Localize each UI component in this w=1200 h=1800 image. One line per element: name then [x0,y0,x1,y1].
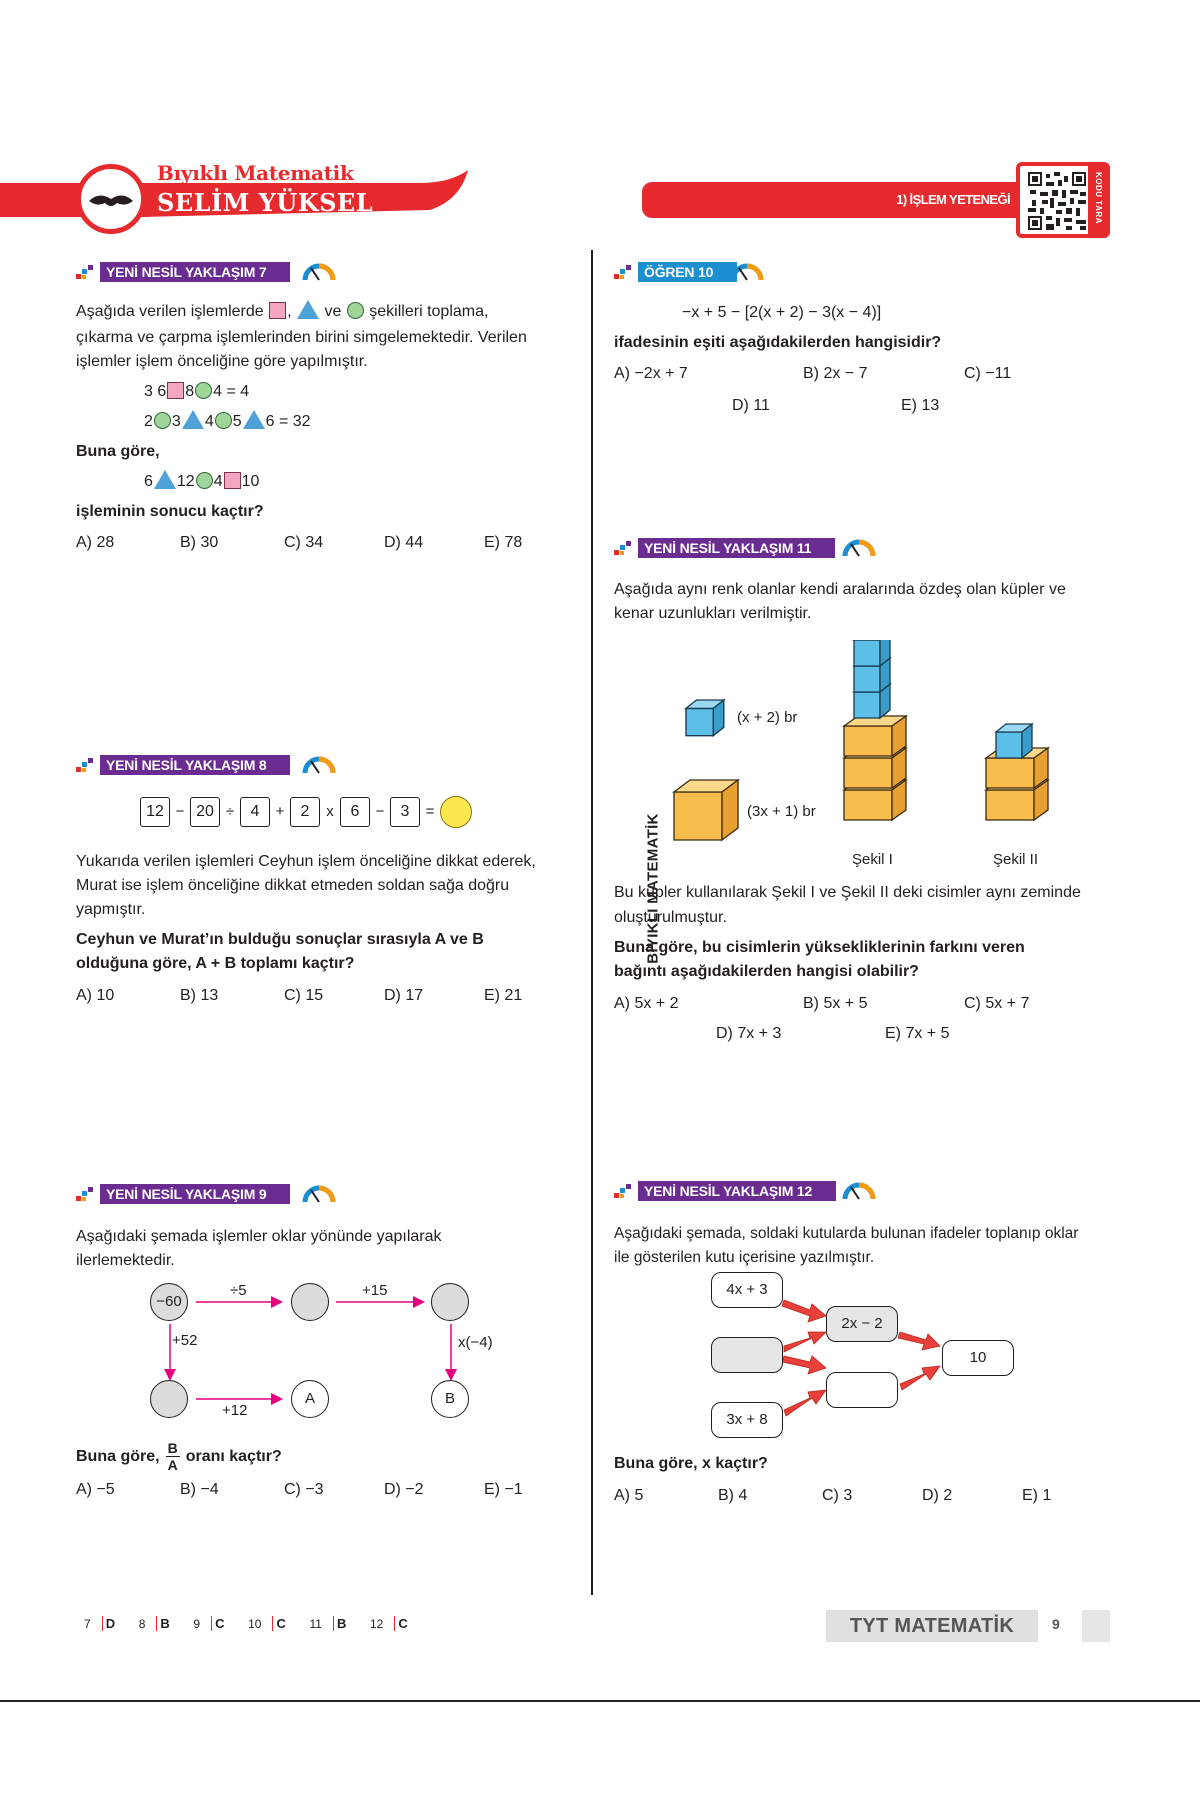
q7-choice-d[interactable]: D) 44 [384,534,424,551]
q10-choice-d[interactable]: D) 11 [732,397,770,414]
node-blank [431,1283,469,1321]
q8-choice-b[interactable]: B) 13 [180,987,219,1004]
circle-shape-icon [196,472,213,489]
q11-tag-label: YENİ NESİL YAKLAŞIM 11 [638,538,835,558]
ratio-fraction: B A [167,1440,178,1473]
q8-choice-d[interactable]: D) 17 [384,987,424,1004]
q8-choice-a[interactable]: A) 10 [76,987,115,1004]
q11-choice-a[interactable]: A) 5x + 2 [614,995,679,1012]
answer-key [84,1616,428,1631]
box-empty-middle [826,1372,898,1408]
q9-line1: Aşağıdaki şemada işlemler oklar yönünde yapılarak [76,1228,442,1245]
q7-line2: çıkarma ve çarpma işlemlerinden birini simgelemektedir. Verilen [76,329,527,346]
answer-item: 11 B [309,1616,347,1631]
q12-choice-c[interactable]: C) 3 [822,1487,853,1504]
q11-line2: kenar uzunlukları verilmiştir. [614,605,812,622]
q12-tag-label: YENİ NESİL YAKLAŞIM 12 [638,1181,836,1201]
q9-choice-b[interactable]: B) −4 [180,1481,219,1498]
square-shape-icon [269,302,286,319]
shape-two [986,724,1048,820]
circle-shape-icon [154,412,171,429]
page-number: 9 [1052,1616,1060,1632]
q8-choice-e[interactable]: E) 21 [484,987,523,1004]
q11-line1: Aşağıda aynı renk olanlar kendi aralarında özdeş olan küpler ve [614,581,1066,598]
blocks-icon [614,265,632,281]
triangle-shape-icon [297,300,319,319]
op-divide: ÷5 [230,1282,247,1299]
qr-code-box[interactable] [1016,162,1110,238]
number-box: 4 [240,797,270,827]
q10-question: ifadesinin eşiti aşağıdakilerden hangisidir? [614,334,942,351]
qr-side-label: KODU TARA [1094,172,1103,224]
figure-two-label: Şekil II [993,851,1039,868]
q7-tag-label: YENİ NESİL YAKLAŞIM 7 [100,262,290,282]
node-a: A [291,1380,329,1418]
q12-choice-b[interactable]: B) 4 [718,1487,748,1504]
q12-choice-a[interactable]: A) 5 [614,1487,644,1504]
q10-expression: −x + 5 − [2(x + 2) − 3(x − 4)] [682,304,882,321]
box-3x-plus-8: 3x + 8 [711,1402,783,1438]
q7-choice-e[interactable]: E) 78 [484,534,523,551]
q11-choice-c[interactable]: C) 5x + 7 [964,995,1030,1012]
big-orange-cube [674,780,738,840]
circle-shape-icon [195,382,212,399]
triangle-shape-icon [182,410,204,429]
small-cube-label: (x + 2) br [737,709,798,726]
op-plus12: +12 [222,1402,248,1419]
q11-line4: oluşturulmuştur. [614,909,727,926]
q8-tag-label: YENİ NESİL YAKLAŞIM 8 [100,755,290,775]
q12-choice-d[interactable]: D) 2 [922,1487,953,1504]
q8-choice-c[interactable]: C) 15 [284,987,324,1004]
gauge-icon [302,256,336,282]
q11-question-1: Buna göre, bu cisimlerin yüksekliklerinin farkını veren [614,939,1025,956]
number-box: 12 [140,797,170,827]
q9-choice-c[interactable]: C) −3 [284,1481,324,1498]
q7-eq3: 6 12 4 10 [144,470,259,494]
qr-side-strip [1088,166,1106,234]
answer-item: 8 B [138,1616,170,1631]
blocks-icon [614,541,632,557]
blocks-icon [76,758,94,774]
q8-question-1: Ceyhun ve Murat’ın bulduğu sonuçlar sırasıyla A ve B [76,931,484,948]
node-blank [291,1283,329,1321]
q11-question-2: bağıntı aşağıdakilerden hangisi olabilir? [614,963,919,980]
q8-line3: yapmıştır. [76,901,146,918]
q8-line2: Murat ise işlem önceliğine dikkat etmeden soldan sağa doğru [76,877,510,894]
q10-choice-b[interactable]: B) 2x − 7 [803,365,868,382]
q9-line2: ilerlemektedir. [76,1252,175,1269]
blocks-icon [614,1184,632,1200]
column-divider [591,250,593,1595]
q9-question: Buna göre, B A oranı kaçtır? [76,1440,282,1473]
triangle-shape-icon [154,470,176,489]
q11-choice-e[interactable]: E) 7x + 5 [885,1025,950,1042]
box-4x-plus-3: 4x + 3 [711,1272,783,1308]
q11-line3: Bu küpler kullanılarak Şekil I ve Şekil II deki cisimler aynı zeminde [614,884,1081,901]
box-2x-minus-2: 2x − 2 [826,1306,898,1342]
q12-line2: ile gösterilen kutu içerisine yazılmıştır. [614,1249,875,1266]
answer-item: 9 C [193,1616,225,1631]
blocks-icon [76,1187,94,1203]
q8-question-2: olduğuna göre, A + B toplamı kaçtır? [76,955,355,972]
big-cube-label: (3x + 1) br [747,803,816,820]
circle-shape-icon [347,302,364,319]
q7-question: işleminin sonucu kaçtır? [76,503,264,520]
triangle-shape-icon [243,410,265,429]
q11-cubes-figure [664,640,1084,850]
gauge-icon [302,1178,336,1204]
q11-choice-d[interactable]: D) 7x + 3 [716,1025,782,1042]
q7-choice-a[interactable]: A) 28 [76,534,115,551]
node-start: −60 [150,1283,188,1321]
footer-tab [1082,1610,1110,1642]
gauge-icon [842,1175,876,1201]
blocks-icon [76,265,94,281]
shape-one [844,640,906,820]
q12-line1: Aşağıdaki şemada, soldaki kutularda bulunan ifadeler toplanıp oklar [614,1225,1079,1242]
small-blue-cube [686,700,724,736]
answer-item: 10 C [248,1616,286,1631]
q9-tag-label: YENİ NESİL YAKLAŞIM 9 [100,1184,290,1204]
square-shape-icon [224,472,241,489]
brand-logo [76,164,146,234]
q12-question: Buna göre, x kaçtır? [614,1455,768,1472]
q7-eq1: 3 6 8 4 = 4 [144,383,250,400]
topic-label: 1) İŞLEM YETENEĞİ [896,192,1010,207]
box-result-10: 10 [942,1340,1014,1376]
q12-choice-e[interactable]: E) 1 [1022,1487,1052,1504]
number-box: 3 [390,797,420,827]
q10-choice-c[interactable]: C) −11 [964,365,1012,382]
figure-one-label: Şekil I [852,851,893,868]
footer-title: TYT MATEMATİK [826,1610,1038,1642]
gauge-icon [302,749,336,775]
number-box: 20 [190,797,220,827]
gauge-icon [842,532,876,558]
result-circle [440,796,472,828]
q7-choice-b[interactable]: B) 30 [180,534,219,551]
q10-tag-label: ÖĞREN 10 [638,262,737,282]
q7-intro: Aşağıda verilen işlemlerde , ve şekilleri toplama, [76,300,576,324]
number-box: 6 [340,797,370,827]
bottom-rule [0,1700,1200,1702]
side-brand-label: BIYIKLI MATEMATİK [645,809,662,967]
brand-author: SELİM YÜKSEL [157,188,374,217]
q11-choice-b[interactable]: B) 5x + 5 [803,995,868,1012]
q9-choice-d[interactable]: D) −2 [384,1481,424,1498]
q7-buna: Buna göre, [76,443,160,460]
op-plus15: +15 [362,1282,388,1299]
op-plus52: +52 [172,1332,198,1349]
node-b: B [431,1380,469,1418]
square-shape-icon [167,382,184,399]
qr-code-icon [1028,172,1086,230]
answer-item: 12 C [369,1616,408,1631]
q7-eq2: 2 3 4 5 6 = 32 [144,410,311,434]
number-box: 2 [290,797,320,827]
q9-choice-e[interactable]: E) −1 [484,1481,523,1498]
brand-subtitle: Bıyıklı Matematik [157,161,354,185]
q7-choice-c[interactable]: C) 34 [284,534,324,551]
q7-line3: işlemler işlem önceliğine göre yapılmıştır. [76,353,368,370]
answer-item: 7 D [84,1616,116,1631]
circle-shape-icon [215,412,232,429]
q8-line1: Yukarıda verilen işlemleri Ceyhun işlem önceliğine dikkat ederek, [76,853,536,870]
q10-choice-a[interactable]: A) −2x + 7 [614,365,688,382]
gauge-icon [730,256,764,282]
q10-choice-e[interactable]: E) 13 [901,397,940,414]
q8-expression: 12 − 20 ÷ 4 + 2 x 6 − 3 = [140,796,472,828]
node-blank [150,1380,188,1418]
mustache-icon [81,169,141,229]
box-empty-left [711,1337,783,1373]
q9-choice-a[interactable]: A) −5 [76,1481,115,1498]
op-times: x(−4) [458,1334,493,1351]
